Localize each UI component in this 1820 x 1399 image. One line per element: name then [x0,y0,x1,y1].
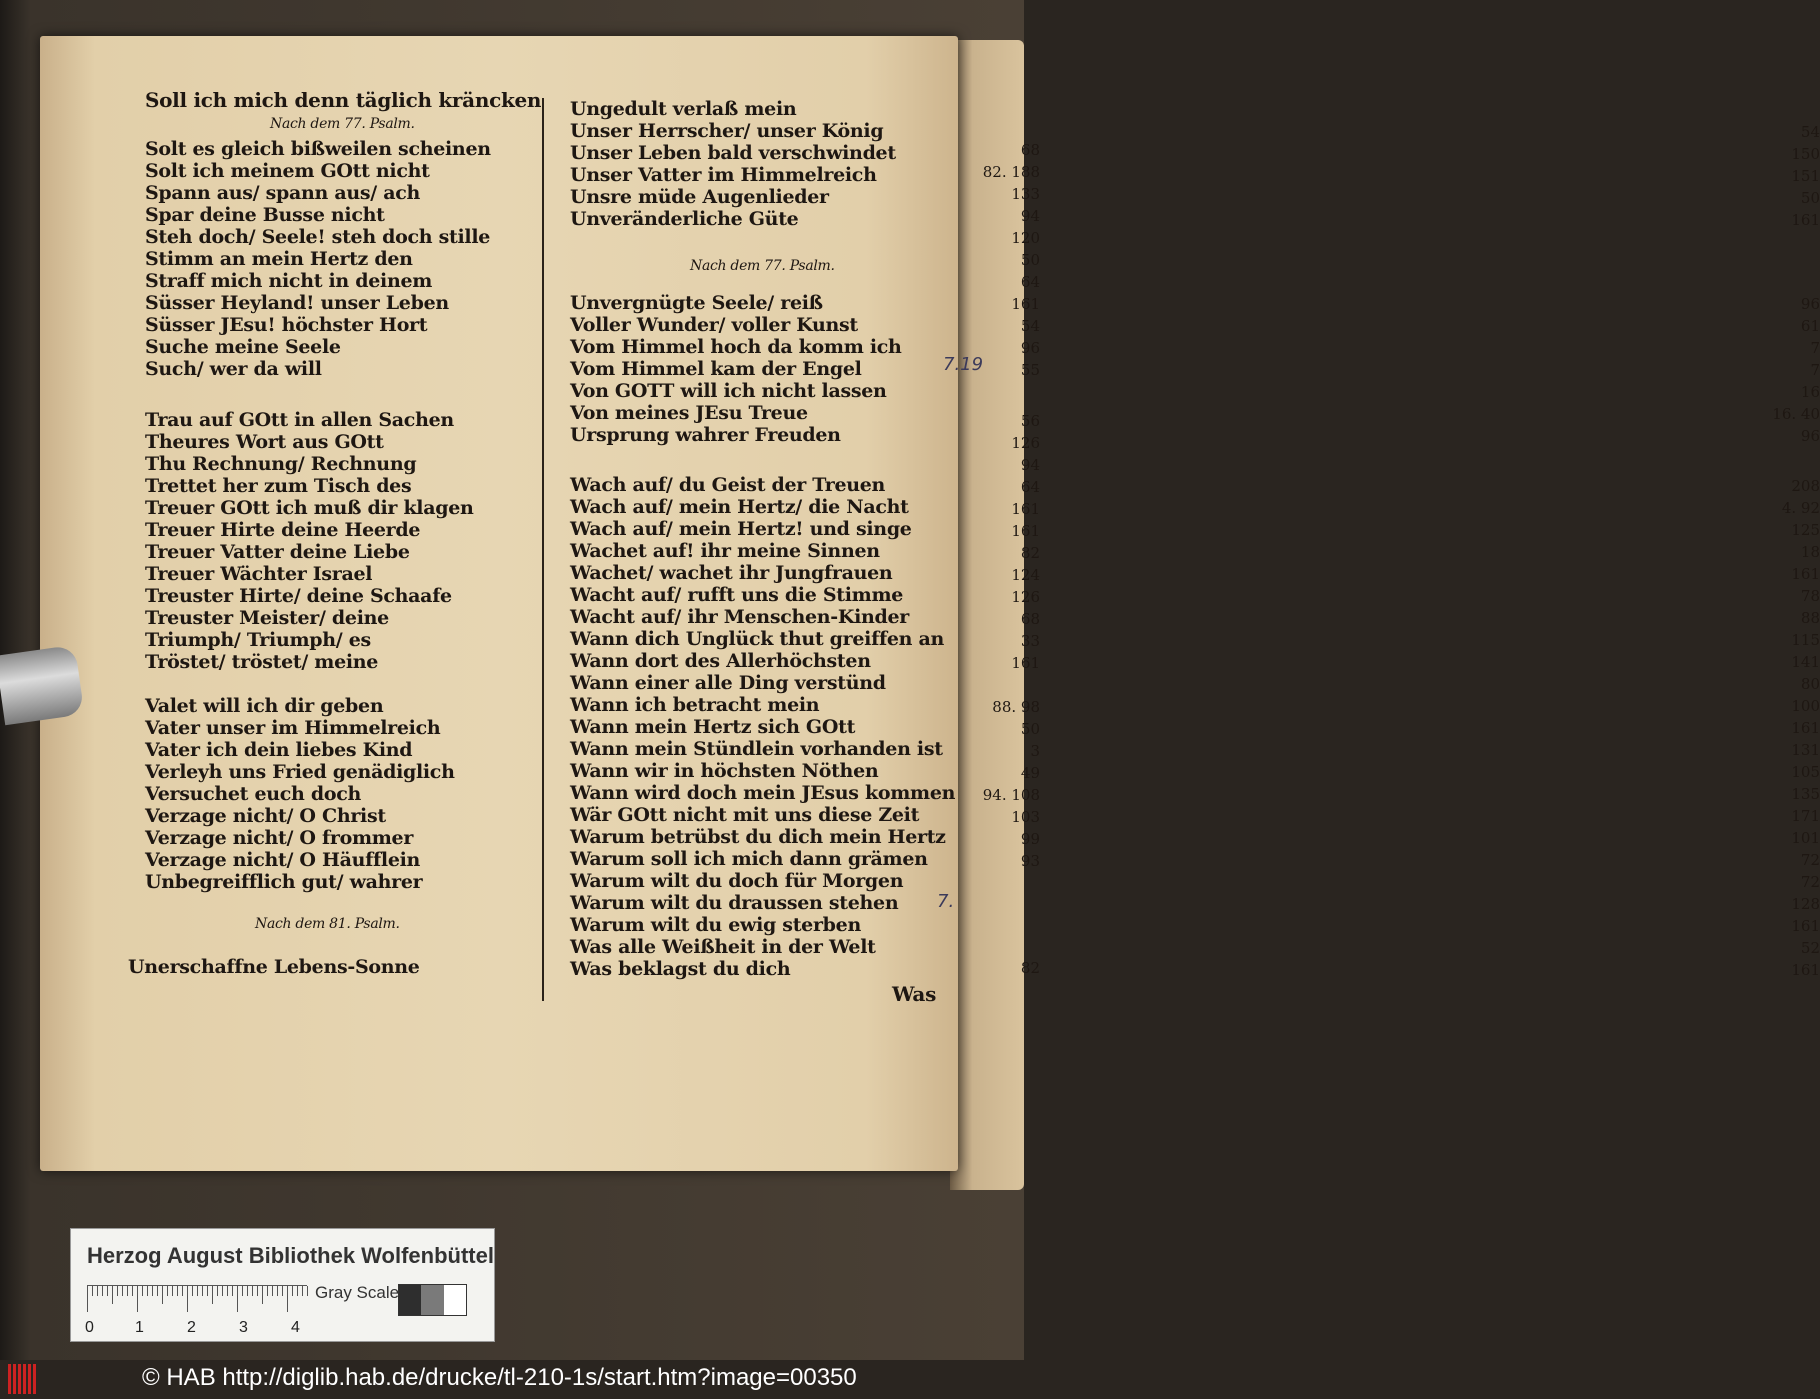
ruler-tick [97,1286,98,1296]
index-entry-page: 124 [1011,566,1040,584]
ruler-tick [202,1286,203,1296]
index-entry-page: 55 [1020,361,1040,379]
index-entry-title: Vom Himmel kam der Engel [570,358,862,380]
index-entry-page: 141 [1791,653,1820,671]
index-entry-title: Trettet her zum Tisch des [145,475,412,497]
swatch-light [444,1285,466,1315]
index-entry-page: 120 [1011,229,1040,247]
index-entry-page: 96 [1800,427,1820,445]
color-card [70,1228,495,1342]
ruler-number: 4 [291,1319,300,1336]
grayscale-label: Gray Scale [315,1283,400,1302]
index-entry-page: 161 [1791,211,1820,229]
index-entry-title: Solt ich meinem GOtt nicht [145,160,430,182]
index-entry-title: Warum wilt du ewig sterben [570,914,861,936]
index-entry-page: 161 [1791,565,1820,583]
index-entry-title: Trau auf GOtt in allen Sachen [145,409,454,431]
ruler-tick [192,1286,193,1296]
ruler-tick [267,1286,268,1296]
index-entry-title: Treuer Hirte deine Heerde [145,519,421,541]
index-entry-title: Treuster Meister/ deine [145,607,389,629]
index-entry-title: Spar deine Busse nicht [145,204,385,226]
ruler-tick [307,1286,308,1296]
ruler-tick [117,1286,118,1296]
index-entry-title: Warum soll ich mich dann grämen [570,848,928,870]
index-entry-page: 61 [1800,317,1820,335]
index-entry-title: Such/ wer da will [145,358,322,380]
ruler-tick [292,1286,293,1296]
index-entry-title: Wann wir in höchsten Nöthen [570,760,879,782]
ruler-tick [152,1286,153,1296]
ruler-tick [162,1286,163,1304]
index-entry-page: 94 [1020,207,1040,225]
hab-logo-icon [8,1364,44,1394]
ruler-tick [87,1286,88,1312]
ruler-tick [272,1286,273,1296]
index-entry-title: Wann wird doch mein JEsus kommen [570,782,956,804]
section-label: Nach dem 77. Psalm. [690,258,835,274]
ruler-tick [302,1286,303,1296]
index-entry-page: 131 [1791,741,1820,759]
index-entry-page: 54 [1020,317,1040,335]
index-entry-page: 161 [1011,295,1040,313]
index-entry-page: 50 [1020,251,1040,269]
index-entry-title: Verzage nicht/ O Christ [145,805,386,827]
ruler-tick [282,1286,283,1296]
index-entry-page: 115 [1791,631,1820,649]
section-label: Nach dem 77. Psalm. [270,116,415,132]
index-entry-page: 135 [1791,785,1820,803]
index-entry-page: 105 [1791,763,1820,781]
index-entry-title: Wann einer alle Ding verstünd [570,672,886,694]
index-entry-page: 82. 188 [982,163,1040,181]
index-entry-title: Spann aus/ spann aus/ ach [145,182,421,204]
ruler-tick [107,1286,108,1296]
section-label: Soll ich mich denn täglich kräncken [145,88,542,112]
ruler-tick [172,1286,173,1296]
index-entry-title: Versuchet euch doch [145,783,362,805]
swatch-dark [399,1285,421,1315]
index-entry-title: Straff mich nicht in deinem [145,270,433,292]
index-entry-title: Vater unser im Himmelreich [145,717,441,739]
index-entry-title: Wacht auf/ rufft uns die Stimme [570,584,904,606]
index-entry-page: 50 [1800,189,1820,207]
index-entry-page: 68 [1020,141,1040,159]
index-entry-page: 82 [1020,544,1040,562]
index-entry-title: Ungedult verlaß mein [570,98,797,120]
ruler-number: 3 [239,1319,248,1336]
index-entry-title: Suche meine Seele [145,336,341,358]
index-entry-page: 161 [1791,719,1820,737]
index-entry-title: Unser Herrscher/ unser König [570,120,884,142]
index-entry-page: 171 [1791,807,1820,825]
index-entry-page: 82 [1020,959,1040,977]
book-page [40,36,1820,1171]
index-entry-page: 72 [1800,851,1820,869]
ruler-tick [277,1286,278,1296]
index-entry-page: 33 [1020,632,1040,650]
index-entry-title: Wach auf/ du Geist der Treuen [570,474,886,496]
index-entry-title: Verleyh uns Fried genädiglich [145,761,455,783]
index-entry-page: 3 [1030,742,1040,760]
index-entry-page: 4. 92 [1781,499,1820,517]
index-entry-title: Unsre müde Augenlieder [570,186,829,208]
index-entry-title: Verzage nicht/ O Häufflein [145,849,421,871]
index-entry-title: Wach auf/ mein Hertz! und singe [570,518,912,540]
index-entry-page: 96 [1020,339,1040,357]
index-entry-title: Wann mein Stündlein vorhanden ist [570,738,943,760]
index-entry-page: 80 [1800,675,1820,693]
index-entry-title: Wann mein Hertz sich GOtt [570,716,856,738]
ruler-tick [132,1286,133,1296]
index-entry-page: 64 [1020,478,1040,496]
index-entry-page: 128 [1791,895,1820,913]
index-entry-page: 161 [1011,500,1040,518]
marginal-note: 7.19 [943,354,984,375]
index-entry-page: 7 [1810,339,1820,357]
page-clip [0,645,84,725]
index-entry-page: 64 [1020,273,1040,291]
index-entry-page: 133 [1011,185,1040,203]
index-entry-title: Thu Rechnung/ Rechnung [145,453,417,475]
ruler-number: 0 [85,1319,94,1336]
ruler-tick [232,1286,233,1296]
index-entry-page: 126 [1011,588,1040,606]
index-entry-title: Wär GOtt nicht mit uns diese Zeit [570,804,920,826]
index-entry-title: Unser Leben bald verschwindet [570,142,896,164]
index-entry-title: Tröstet/ tröstet/ meine [145,651,379,673]
index-entry-page: 161 [1791,961,1820,979]
ruler-tick [142,1286,143,1296]
swatch-mid [421,1285,443,1315]
index-entry-title: Warum betrübst du dich mein Hertz [570,826,946,848]
index-entry-title: Steh doch/ Seele! steh doch stille [145,226,491,248]
index-entry-page: 18 [1800,543,1820,561]
index-entry-page: 101 [1791,829,1820,847]
index-entry-page: 16 [1800,383,1820,401]
index-entry-title: Treuer Wächter Israel [145,563,373,585]
index-entry-page: 161 [1791,917,1820,935]
ruler-number: 1 [135,1319,144,1336]
footer-bar [0,1360,1024,1399]
index-entry-title: Süsser Heyland! unser Leben [145,292,449,314]
index-entry-page: 52 [1800,939,1820,957]
index-entry-title: Wann dich Unglück thut greiffen an [570,628,944,650]
ruler-tick [102,1286,103,1296]
ruler-tick [212,1286,213,1304]
index-entry-page: 94. 108 [982,786,1040,804]
section-label: Was [892,982,937,1006]
index-entry-title: Treuer Vatter deine Liebe [145,541,410,563]
ruler-tick [257,1286,258,1296]
ruler-number: 2 [187,1319,196,1336]
ruler-tick [112,1286,113,1304]
index-entry-page: 54 [1800,123,1820,141]
ruler-tick [252,1286,253,1296]
index-entry-page: 161 [1011,522,1040,540]
index-entry-page: 96 [1800,295,1820,313]
ruler-tick [177,1286,178,1296]
index-entry-title: Was alle Weißheit in der Welt [570,936,876,958]
index-entry-title: Süsser JEsu! höchster Hort [145,314,428,336]
ruler-tick [147,1286,148,1296]
ruler-tick [92,1286,93,1296]
index-entry-title: Valet will ich dir geben [145,695,384,717]
index-entry-title: Wach auf/ mein Hertz/ die Nacht [570,496,909,518]
footer-copyright-link[interactable]: © HAB http://diglib.hab.de/drucke/tl-210-1s/start.htm?image=00350 [142,1364,857,1391]
ruler-tick [217,1286,218,1296]
scale-ruler [87,1285,307,1314]
index-entry-title: Wachet/ wachet ihr Jungfrauen [570,562,893,584]
ruler-tick [187,1286,188,1312]
ruler-tick [237,1286,238,1312]
index-entry-page: 88. 98 [992,698,1040,716]
index-entry-title: Unerschaffne Lebens-Sonne [128,956,420,978]
grayscale-swatches [398,1284,467,1316]
index-entry-title: Von meines JEsu Treue [570,402,808,424]
index-entry-title: Warum wilt du doch für Morgen [570,870,904,892]
index-entry-page: 103 [1011,808,1040,826]
index-entry-page: 99 [1020,830,1040,848]
marginal-note: 7. [937,891,955,912]
index-entry-page: 93 [1020,852,1040,870]
ruler-tick [287,1286,288,1312]
ruler-tick [222,1286,223,1296]
ruler-tick [227,1286,228,1296]
index-entry-page: 68 [1020,610,1040,628]
index-entry-title: Unser Vatter im Himmelreich [570,164,877,186]
library-name: Herzog August Bibliothek Wolfenbüttel [87,1243,494,1268]
index-entry-title: Triumph/ Triumph/ es [145,629,371,651]
section-label: Nach dem 81. Psalm. [255,916,400,932]
index-entry-title: Vom Himmel hoch da komm ich [570,336,902,358]
index-entry-page: 56 [1020,412,1040,430]
ruler-tick [197,1286,198,1296]
index-entry-page: 16. 40 [1772,405,1820,423]
index-entry-title: Wann ich betracht mein [570,694,820,716]
index-entry-page: 125 [1791,521,1820,539]
ruler-tick [247,1286,248,1296]
index-entry-title: Stimm an mein Hertz den [145,248,413,270]
index-entry-title: Unvergnügte Seele/ reiß [570,292,823,314]
ruler-tick [157,1286,158,1296]
ruler-tick [242,1286,243,1296]
index-entry-title: Ursprung wahrer Freuden [570,424,841,446]
index-entry-page: 72 [1800,873,1820,891]
index-entry-page: 126 [1011,434,1040,452]
index-entry-page: 49 [1020,764,1040,782]
index-entry-page: 151 [1791,167,1820,185]
index-entry-title: Wachet auf! ihr meine Sinnen [570,540,880,562]
index-entry-title: Wacht auf/ ihr Menschen-Kinder [570,606,910,628]
index-entry-title: Warum wilt du draussen stehen [570,892,899,914]
ruler-tick [297,1286,298,1296]
ruler-tick [182,1286,183,1296]
ruler-tick [207,1286,208,1296]
index-entry-page: 150 [1791,145,1820,163]
index-entry-title: Unbegreifflich gut/ wahrer [145,871,423,893]
index-entry-page: 78 [1800,587,1820,605]
index-entry-title: Treuster Hirte/ deine Schaafe [145,585,452,607]
index-entry-title: Solt es gleich bißweilen scheinen [145,138,491,160]
index-entry-page: 7 [1810,361,1820,379]
ruler-tick [167,1286,168,1296]
ruler-tick [127,1286,128,1296]
facing-page-edge [950,40,1024,1190]
index-entry-page: 100 [1791,697,1820,715]
index-entry-title: Unveränderliche Güte [570,208,799,230]
index-entry-title: Treuer GOtt ich muß dir klagen [145,497,474,519]
index-entry-title: Voller Wunder/ voller Kunst [570,314,858,336]
ruler-tick [137,1286,138,1312]
index-entry-title: Von GOTT will ich nicht lassen [570,380,887,402]
index-entry-page: 161 [1011,654,1040,672]
index-entry-title: Wann dort des Allerhöchsten [570,650,871,672]
index-entry-page: 94 [1020,456,1040,474]
index-entry-title: Theures Wort aus GOtt [145,431,384,453]
ruler-tick [262,1286,263,1304]
ruler-tick [122,1286,123,1296]
index-entry-page: 208 [1791,477,1820,495]
index-entry-title: Vater ich dein liebes Kind [145,739,413,761]
index-entry-page: 50 [1020,720,1040,738]
index-entry-title: Verzage nicht/ O frommer [145,827,414,849]
index-entry-title: Was beklagst du dich [570,958,791,980]
index-entry-page: 88 [1800,609,1820,627]
